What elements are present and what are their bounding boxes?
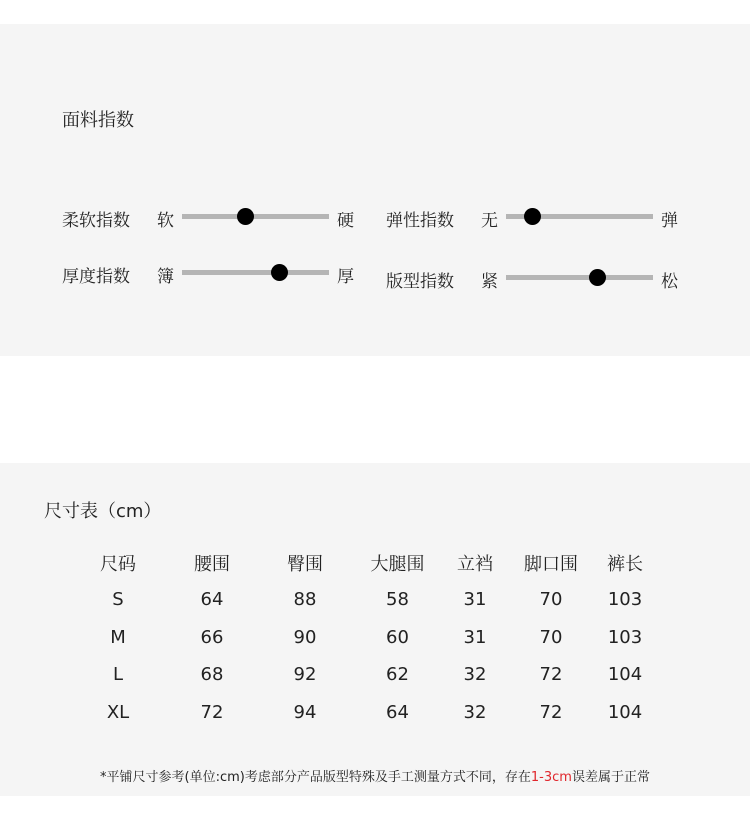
table-cell: 31 [463,626,487,648]
table-cell: 70 [539,626,563,648]
slider-track [506,214,653,219]
table-row [72,581,653,619]
table-cell: 72 [200,701,224,723]
header-leg-opening: 脚口围 [524,554,578,575]
table-cell: 60 [386,626,409,648]
table-cell: 58 [386,589,409,611]
slider-elasticity [386,203,686,233]
table-cell: 103 [607,626,643,648]
table-cell: 64 [200,589,224,611]
fabric-panel [0,24,750,356]
slider-name: 弹性指数 [386,211,454,231]
slider-thickness [62,259,362,289]
table-cell: 64 [386,701,409,723]
slider-fit [386,264,686,294]
slider-knob [589,269,606,286]
slider-name: 柔软指数 [62,211,130,231]
table-cell: 94 [293,701,317,723]
table-cell: 104 [607,701,643,723]
table-row [72,694,653,732]
table-cell: 72 [539,701,563,723]
header-size: 尺码 [100,554,136,575]
table-cell: 32 [463,664,487,686]
slider-low-label: 无 [481,211,498,231]
footnote-text-end: 误差属于正常 [571,770,650,785]
measurement-footnote [0,766,750,785]
slider-low-label: 紧 [481,272,498,292]
size-chart-title: 尺寸表（cm） [44,501,162,522]
table-cell: 103 [607,589,643,611]
header-hip: 臀围 [287,554,323,575]
table-cell: 32 [463,701,487,723]
table-cell: 88 [293,589,317,611]
size-table [72,545,653,731]
table-cell: M [110,626,126,648]
footnote-text: *平铺尺寸参考(单位:cm)考虑部分产品版型特殊及手工测量方式不同，存在 [100,770,531,785]
slider-knob [271,264,288,281]
header-thigh: 大腿围 [370,554,425,575]
table-cell: 66 [200,626,224,648]
fabric-index-title: 面料指数 [62,110,134,131]
table-cell: L [112,664,124,686]
footnote-highlight: 1-3cm [530,770,572,785]
table-cell: 68 [200,664,224,686]
table-cell: 31 [463,589,487,611]
slider-high-label: 弹 [661,211,678,231]
slider-track [182,270,329,275]
table-cell: 90 [293,626,317,648]
slider-knob [237,208,254,225]
table-cell: 104 [607,664,643,686]
header-rise: 立裆 [457,554,493,575]
table-cell: 62 [386,664,409,686]
table-row [72,619,653,657]
table-row [72,656,653,694]
table-cell: 72 [539,664,563,686]
header-waist: 腰围 [194,554,230,575]
slider-track [182,214,329,219]
slider-high-label: 硬 [337,211,354,231]
slider-high-label: 松 [661,272,678,292]
slider-high-label: 厚 [337,267,354,287]
header-length: 裤长 [607,554,643,575]
slider-name: 厚度指数 [62,267,130,287]
table-cell: XL [106,701,130,723]
slider-low-label: 簿 [157,267,174,287]
slider-knob [524,208,541,225]
table-header-row [72,545,653,581]
slider-low-label: 软 [157,211,174,231]
table-cell: S [112,589,124,611]
slider-track [506,275,653,280]
table-cell: 70 [539,589,563,611]
table-cell: 92 [293,664,317,686]
slider-softness [62,203,362,233]
slider-name: 版型指数 [386,272,454,292]
